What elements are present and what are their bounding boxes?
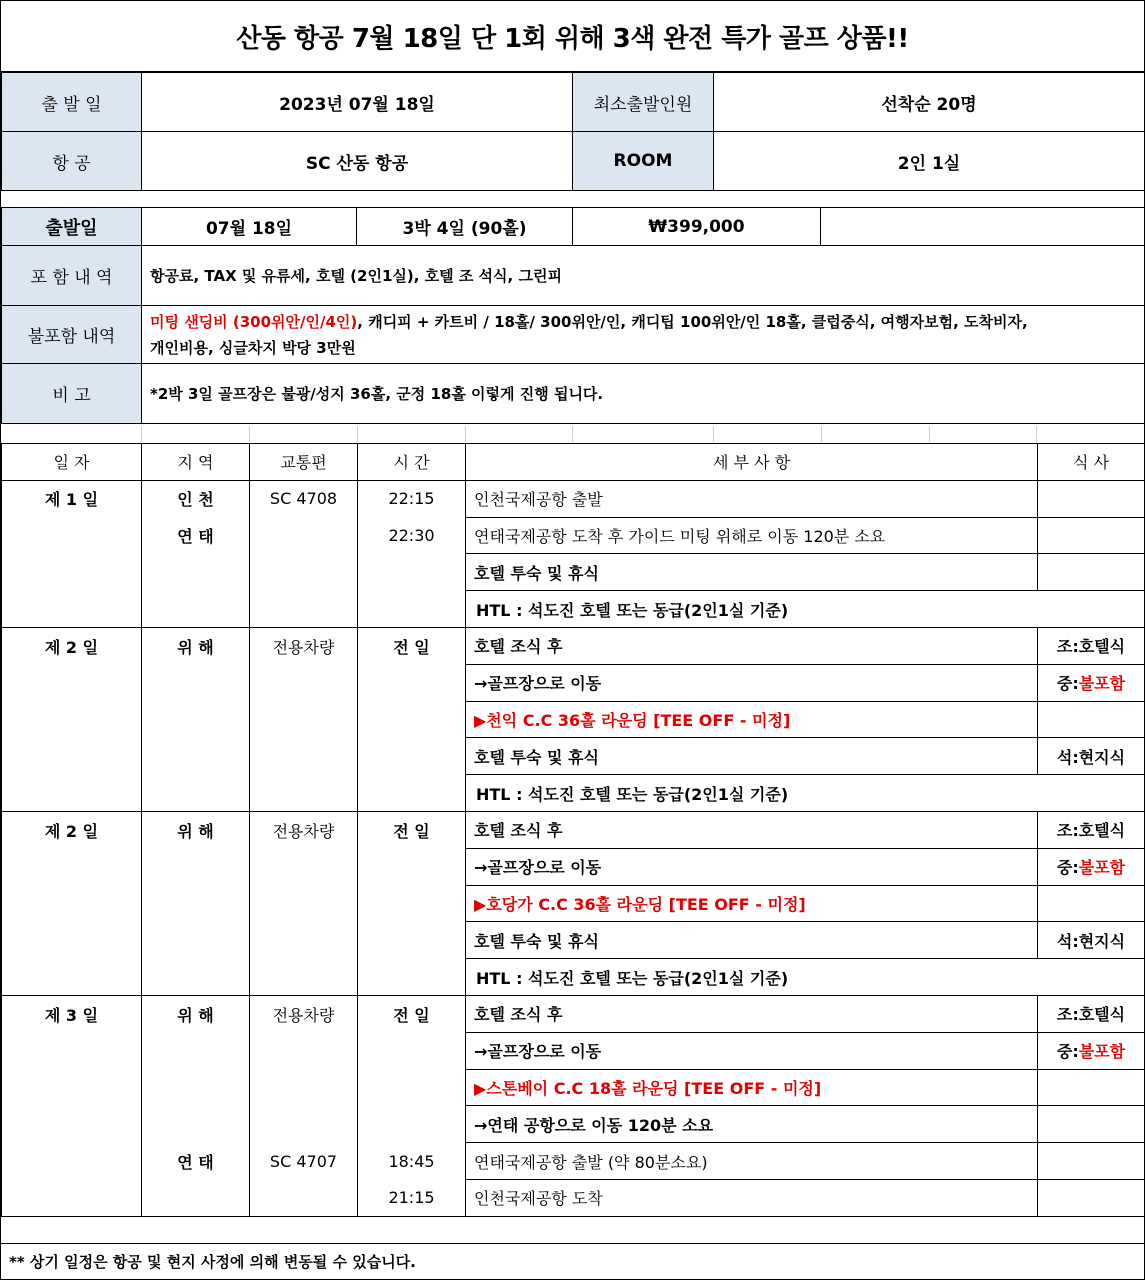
day1-region2: 연 태 xyxy=(142,517,250,554)
day3-detail1: 호텔 조식 후 xyxy=(466,995,1038,1032)
page-title: 산동 항공 7월 18일 단 1회 위해 3색 완전 특가 골프 상품!! xyxy=(236,23,909,54)
day2a-time: 전 일 xyxy=(358,627,466,664)
day2b-meal4: 석:현지식 xyxy=(1038,922,1145,959)
day1-detail2: 연태국제공항 도착 후 가이드 미팅 위해로 이동 120분 소요 xyxy=(466,517,1038,554)
day2a-detail1: 호텔 조식 후 xyxy=(466,627,1038,664)
airline-label: 항 공 xyxy=(2,132,142,191)
day2a-meal4: 석:현지식 xyxy=(1038,738,1145,775)
day2b-label: 제 2 일 xyxy=(2,811,142,848)
day2a-hotel: HTL : 석도진 호텔 또는 동급(2인1실 기준) xyxy=(466,775,1145,812)
day1-time2: 22:30 xyxy=(358,517,466,554)
header-detail: 세 부 사 항 xyxy=(466,444,1038,481)
airline-value: SC 산동 항공 xyxy=(142,132,573,191)
price-empty xyxy=(821,208,1145,246)
day2b-detail4: 호텔 투숙 및 휴식 xyxy=(466,922,1038,959)
day1-detail1: 인천국제공항 출발 xyxy=(466,480,1038,517)
price-depart-label: 출발일 xyxy=(2,208,142,246)
price-duration: 3박 4일 (90홀) xyxy=(357,208,573,246)
day3-detail2: →골프장으로 이동 xyxy=(466,1032,1038,1069)
include-value: 항공료, TAX 및 유류세, 호텔 (2인1실), 호텔 조 석식, 그린피 xyxy=(142,246,1145,306)
price-table xyxy=(1,207,1145,424)
day2b-hotel: HTL : 석도진 호텔 또는 동급(2인1실 기준) xyxy=(466,959,1145,996)
day3-time: 전 일 xyxy=(358,995,466,1032)
header-region: 지 역 xyxy=(142,444,250,481)
day3-region: 위 해 xyxy=(142,995,250,1032)
day2b-time: 전 일 xyxy=(358,811,466,848)
day3-detail3: ▶스톤베이 C.C 18홀 라운딩 [TEE OFF - 미정] xyxy=(466,1069,1038,1106)
note-value: *2박 3일 골프장은 불광/성지 36홀, 군정 18홀 이렇게 진행 됩니다. xyxy=(142,364,1145,424)
exclude-red-text: 미팅 샌딩비 (300위안/인/4인) xyxy=(150,312,358,331)
exclude-value xyxy=(142,306,1145,364)
day2a-transport: 전용차량 xyxy=(250,627,358,664)
day3-transport: 전용차량 xyxy=(250,995,358,1032)
header-day: 일 자 xyxy=(2,444,142,481)
day3-time6: 21:15 xyxy=(358,1179,466,1216)
min-people-value: 선착순 20명 xyxy=(714,72,1145,132)
day2a-detail2: →골프장으로 이동 xyxy=(466,664,1038,701)
day2a-meal2: 중:불포함 xyxy=(1038,664,1145,701)
include-label: 포 함 내 역 xyxy=(2,246,142,306)
day2b-meal2: 중:불포함 xyxy=(1038,848,1145,885)
depart-value: 2023년 07월 18일 xyxy=(142,72,573,132)
day3-detail4: →연태 공항으로 이동 120분 소요 xyxy=(466,1106,1038,1143)
exclude-rest-text: , 캐디피 + 카트비 / 18홀/ 300위안/인, 캐디팁 100위안/인 18홀, 클럽중식, 여행자보험, 도착비자, xyxy=(357,312,1028,331)
day1-meal1 xyxy=(1038,480,1145,517)
price-amount: ₩399,000 xyxy=(573,208,821,246)
header-transport: 교통편 xyxy=(250,444,358,481)
exclude-line2-text: 개인비용, 싱글차지 박당 3만원 xyxy=(150,338,356,357)
header-meal: 식 사 xyxy=(1038,444,1145,481)
header-time: 시 간 xyxy=(358,444,466,481)
day2a-region: 위 해 xyxy=(142,627,250,664)
day3-region2: 연 태 xyxy=(142,1143,250,1180)
day3-detail6: 인천국제공항 도착 xyxy=(466,1179,1038,1216)
day1-region: 인 천 xyxy=(142,480,250,517)
day2a-detail4: 호텔 투숙 및 휴식 xyxy=(466,738,1038,775)
day2b-meal1: 조:호텔식 xyxy=(1038,811,1145,848)
day1-label: 제 1 일 xyxy=(2,480,142,517)
day2b-detail1: 호텔 조식 후 xyxy=(466,811,1038,848)
day2a-meal1: 조:호텔식 xyxy=(1038,627,1145,664)
spacer-row xyxy=(1,426,1144,442)
day2b-detail2: →골프장으로 이동 xyxy=(466,848,1038,885)
exclude-label: 불포함 내역 xyxy=(2,306,142,364)
day3-label: 제 3 일 xyxy=(2,995,142,1032)
day2b-transport: 전용차량 xyxy=(250,811,358,848)
day1-flight: SC 4708 xyxy=(250,480,358,517)
day1-detail3: 호텔 투숙 및 휴식 xyxy=(466,554,1038,591)
day2a-detail3: ▶천익 C.C 36홀 라운딩 [TEE OFF - 미정] xyxy=(466,701,1038,738)
room-label: ROOM xyxy=(573,132,714,191)
day1-hotel: HTL : 석도진 호텔 또는 동급(2인1실 기준) xyxy=(466,591,1145,628)
note-label: 비 고 xyxy=(2,364,142,424)
room-value: 2인 1실 xyxy=(714,132,1145,191)
day2b-region: 위 해 xyxy=(142,811,250,848)
min-people-label: 최소출발인원 xyxy=(573,72,714,132)
price-date: 07월 18일 xyxy=(142,208,357,246)
day2b-detail3: ▶호당가 C.C 36홀 라운딩 [TEE OFF - 미정] xyxy=(466,885,1038,922)
day3-detail5: 연태국제공항 출발 (약 80분소요) xyxy=(466,1143,1038,1180)
day1-time1: 22:15 xyxy=(358,480,466,517)
footer-note: ** 상기 일정은 항공 및 현지 사정에 의해 변동될 수 있습니다. xyxy=(1,1243,1144,1278)
day2a-label: 제 2 일 xyxy=(2,627,142,664)
day3-meal2: 중:불포함 xyxy=(1038,1032,1145,1069)
schedule-table xyxy=(1,443,1145,1217)
departure-info-table xyxy=(1,71,1145,191)
day3-meal1: 조:호텔식 xyxy=(1038,995,1145,1032)
day3-time5: 18:45 xyxy=(358,1143,466,1180)
depart-label: 출 발 일 xyxy=(2,72,142,132)
day3-flight: SC 4707 xyxy=(250,1143,358,1180)
